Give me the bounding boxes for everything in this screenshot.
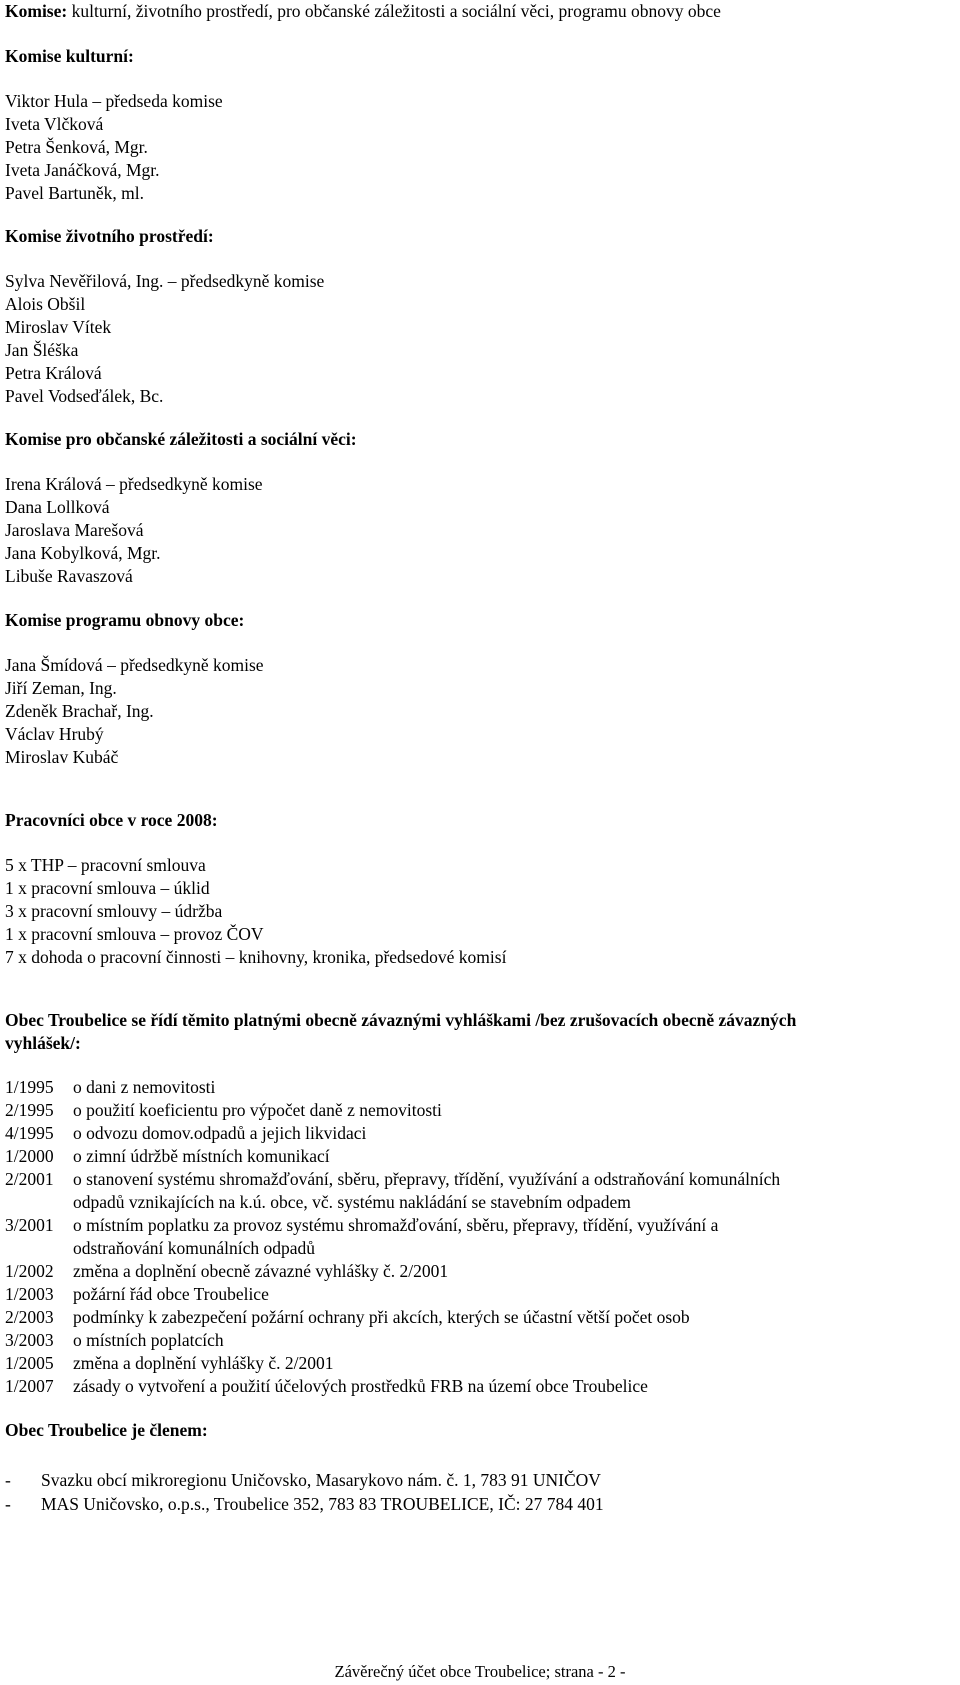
member-line: Iveta Vlčková xyxy=(5,114,104,134)
ordinance-title: zásady o vytvoření a použití účelových prostředků FRB na území obce Troubelice xyxy=(73,1376,648,1396)
committee-renewal-heading: Komise programu obnovy obce: xyxy=(5,610,245,630)
ordinance-number: 1/2000 xyxy=(5,1146,54,1166)
member-line: Sylva Nevěřilová, Ing. – předsedkyně komise xyxy=(5,271,325,291)
membership-heading: Obec Troubelice je členem: xyxy=(5,1420,208,1440)
member-line: Alois Obšil xyxy=(5,294,86,314)
ordinance-number: 4/1995 xyxy=(5,1123,54,1143)
intro-label: Komise: xyxy=(5,1,68,21)
member-line: Libuše Ravaszová xyxy=(5,566,133,586)
ordinance-number: 3/2003 xyxy=(5,1330,54,1350)
committee-environment-heading: Komise životního prostředí: xyxy=(5,226,214,246)
ordinance-number: 2/2003 xyxy=(5,1307,54,1327)
ordinance-title: změna a doplnění obecně závazné vyhlášky č. 2/2001 xyxy=(73,1261,449,1281)
membership-text: MAS Uničovsko, o.p.s., Troubelice 352, 783 83 TROUBELICE, IČ: 27 784 401 xyxy=(41,1494,604,1514)
member-line: Jana Kobylková, Mgr. xyxy=(5,543,161,563)
ordinance-number: 1/1995 xyxy=(5,1077,54,1097)
intro-line xyxy=(5,1,721,21)
ordinance-title: o odvozu domov.odpadů a jejich likvidaci xyxy=(73,1123,367,1143)
member-line: Viktor Hula – předseda komise xyxy=(5,91,223,111)
member-line: Miroslav Kubáč xyxy=(5,747,119,767)
ordinance-title: změna a doplnění vyhlášky č. 2/2001 xyxy=(73,1353,334,1373)
worker-line: 7 x dohoda o pracovní činnosti – knihovny, kronika, předsedové komisí xyxy=(5,947,507,967)
ordinance-number: 1/2007 xyxy=(5,1376,54,1396)
ordinance-title: o dani z nemovitosti xyxy=(73,1077,216,1097)
ordinance-title: o místním poplatku za provoz systému shromažďování, sběru, přepravy, třídění, využívání a xyxy=(73,1215,719,1235)
ordinance-number: 2/2001 xyxy=(5,1169,54,1189)
committee-civic-heading: Komise pro občanské záležitosti a sociální věci: xyxy=(5,429,357,449)
intro-text: kulturní, životního prostředí, pro občanské záležitosti a sociální věci, programu obnovy obce xyxy=(67,1,721,21)
member-line: Petra Šenková, Mgr. xyxy=(5,137,148,157)
workers-heading: Pracovníci obce v roce 2008: xyxy=(5,810,218,830)
member-line: Iveta Janáčková, Mgr. xyxy=(5,160,160,180)
dash-bullet: - xyxy=(5,1470,11,1490)
dash-bullet: - xyxy=(5,1494,11,1514)
member-line: Jan Šléška xyxy=(5,340,79,360)
ordinance-title: požární řád obce Troubelice xyxy=(73,1284,269,1304)
worker-line: 5 x THP – pracovní smlouva xyxy=(5,855,206,875)
ordinance-title: podmínky k zabezpečení požární ochrany při akcích, kterých se účastní větší počet osob xyxy=(73,1307,690,1327)
member-line: Václav Hrubý xyxy=(5,724,104,744)
page-footer: Závěrečný účet obce Troubelice; strana - 2 - xyxy=(334,1662,626,1681)
ordinance-title: o použití koeficientu pro výpočet daně z nemovitosti xyxy=(73,1100,442,1120)
member-line: Jana Šmídová – předsedkyně komise xyxy=(5,655,264,675)
membership-text: Svazku obcí mikroregionu Uničovsko, Masarykovo nám. č. 1, 783 91 UNIČOV xyxy=(41,1470,601,1490)
ordinance-number: 1/2002 xyxy=(5,1261,54,1281)
member-line: Pavel Bartuněk, ml. xyxy=(5,183,145,203)
ordinances-heading-line2: vyhlášek/: xyxy=(5,1033,81,1053)
member-line: Irena Králová – předsedkyně komise xyxy=(5,474,263,494)
member-line: Miroslav Vítek xyxy=(5,317,112,337)
member-line: Pavel Vodseďálek, Bc. xyxy=(5,386,164,406)
ordinance-number: 1/2005 xyxy=(5,1353,54,1373)
ordinance-title: o zimní údržbě místních komunikací xyxy=(73,1146,330,1166)
member-line: Jiří Zeman, Ing. xyxy=(5,678,117,698)
ordinance-number: 3/2001 xyxy=(5,1215,54,1235)
worker-line: 3 x pracovní smlouvy – údržba xyxy=(5,901,223,921)
committee-culture-heading: Komise kulturní: xyxy=(5,46,134,66)
ordinances-heading-line1: Obec Troubelice se řídí těmito platnými obecně závaznými vyhláškami /bez zrušovacích obecně závazných xyxy=(5,1010,797,1030)
ordinance-number: 1/2003 xyxy=(5,1284,54,1304)
worker-line: 1 x pracovní smlouva – úklid xyxy=(5,878,210,898)
member-line: Petra Králová xyxy=(5,363,102,383)
ordinance-title-continuation: odpadů vznikajících na k.ú. obce, vč. systému nakládání se stavebním odpadem xyxy=(73,1192,631,1212)
member-line: Jaroslava Marešová xyxy=(5,520,144,540)
ordinance-title-continuation: odstraňování komunálních odpadů xyxy=(73,1238,316,1258)
worker-line: 1 x pracovní smlouva – provoz ČOV xyxy=(5,924,264,944)
member-line: Zdeněk Brachař, Ing. xyxy=(5,701,154,721)
ordinance-title: o stanovení systému shromažďování, sběru, přepravy, třídění, využívání a odstraňování komunálních xyxy=(73,1169,781,1189)
ordinance-number: 2/1995 xyxy=(5,1100,54,1120)
ordinance-title: o místních poplatcích xyxy=(73,1330,224,1350)
member-line: Dana Lollková xyxy=(5,497,110,517)
